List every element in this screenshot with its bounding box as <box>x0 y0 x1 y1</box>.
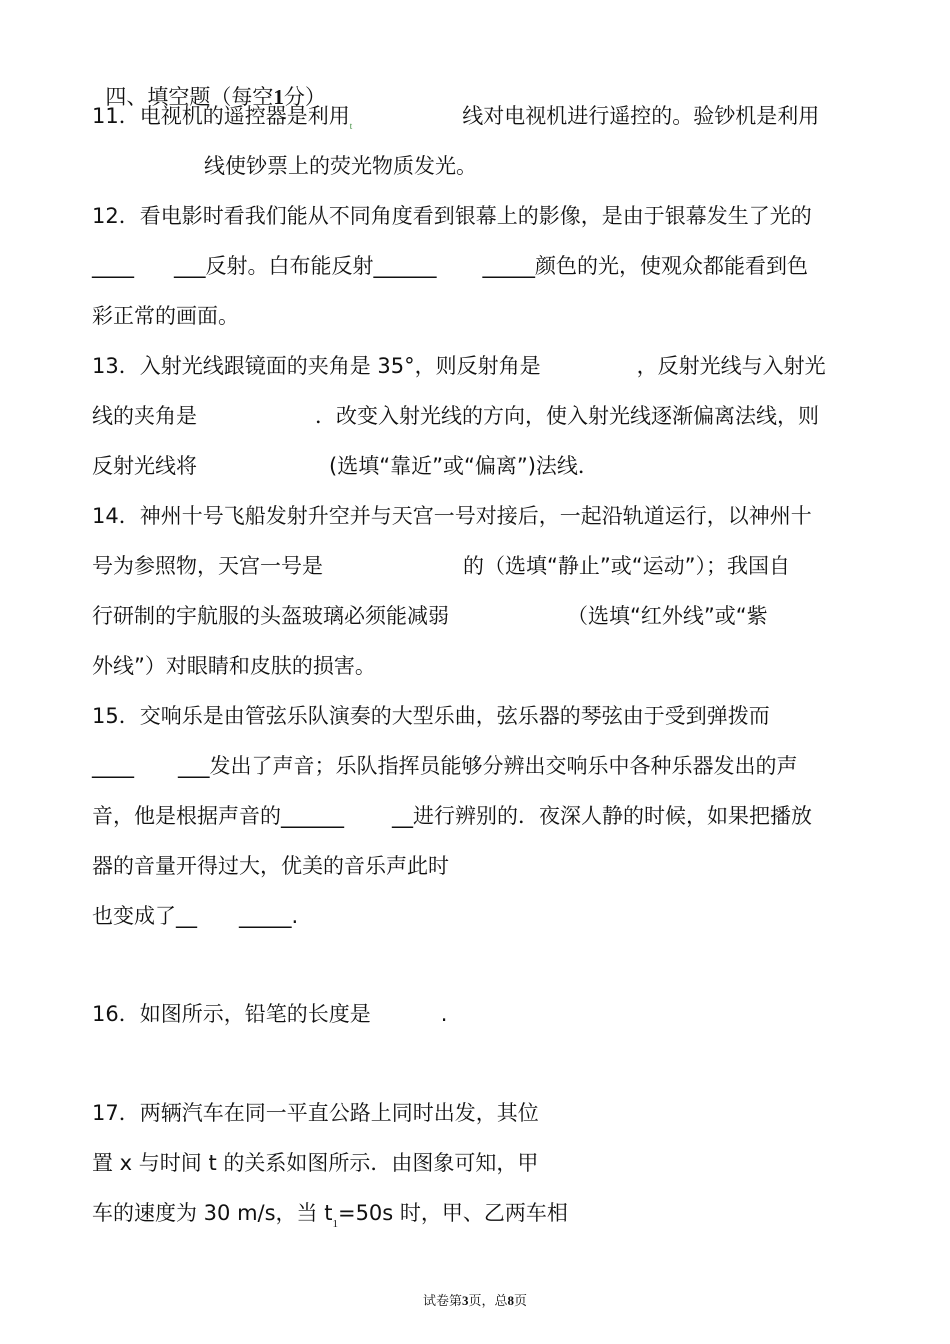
q14-line3 <box>92 601 768 631</box>
q17-text-a: 车的速度为 30 m/s，当 t <box>92 1201 333 1225</box>
q11-text-a: 11．电视机的遥控器是利用 <box>92 104 350 128</box>
q13-text-c: 线的夹角是 <box>92 404 197 428</box>
q17-line2: 置 x 与时间 t 的关系如图所示．由图象可知，甲 <box>92 1151 539 1175</box>
footer-b: 页，总 <box>468 1293 508 1308</box>
q12-line3: 彩正常的画面。 <box>92 304 239 328</box>
q14-text-d: （选填“红外线”或“紫 <box>567 604 768 628</box>
q11-line2: 线使钞票上的荧光物质发光。 <box>204 154 477 178</box>
q13-text-a: 13．入射光线跟镜面的夹角是 35°，则反射角是 <box>92 354 541 378</box>
footer-c: 页 <box>514 1293 528 1308</box>
q15-line5 <box>92 901 298 931</box>
q13-line2 <box>92 401 819 431</box>
q15-text-c: 音，他是根据声音的______ <box>92 804 344 828</box>
q16-line1 <box>92 999 447 1029</box>
q13-text-d: ．改变入射光线的方向，使入射光线逐渐偏离法线，则 <box>315 404 819 428</box>
q12-line2 <box>92 251 808 281</box>
footer-page: 3 <box>461 1293 469 1308</box>
q14-text-c: 行研制的宇航服的头盔玻璃必须能减弱 <box>92 604 449 628</box>
q13-text-e: 反射光线将 <box>92 454 197 478</box>
q15-line2 <box>92 751 798 781</box>
q12-text-c: _____颜色的光，使观众都能看到色 <box>482 254 808 278</box>
q14-line1: 14．神州十号飞船发射升空并与天宫一号对接后，一起沿轨道运行，以神州十 <box>92 504 812 528</box>
section-title-prefix: 四、填空题（每空 <box>105 85 274 109</box>
q15-text-d: __进行辨别的．夜深人静的时候，如果把播放 <box>392 804 812 828</box>
q15-line1: 15．交响乐是由管弦乐队演奏的大型乐曲，弦乐器的琴弦由于受到弹拨而 <box>92 704 770 728</box>
q17-subscript: 1 <box>332 1218 338 1230</box>
q17-text-b: =50s 时，甲、乙两车相 <box>337 1201 568 1225</box>
q17-line3 <box>92 1198 568 1239</box>
q13-line3 <box>92 451 599 481</box>
q14-text-b: 的（选填“静止”或“运动”）；我国自 <box>463 554 791 578</box>
q15-line3 <box>92 801 812 831</box>
q14-text-a: 号为参照物，天宫一号是 <box>92 554 323 578</box>
q14-line4: 外线”）对眼睛和皮肤的损害。 <box>92 654 376 678</box>
page-footer <box>0 1290 950 1309</box>
q12-blank-a: ____ <box>92 254 134 278</box>
q11-mark: t <box>349 121 353 131</box>
q15-text-f: _____. <box>239 904 299 928</box>
footer-total: 8 <box>507 1293 514 1308</box>
q16-text-a: 16．如图所示，铅笔的长度是 <box>92 1002 371 1026</box>
q13-line1 <box>92 351 826 381</box>
q11-line1 <box>92 101 819 141</box>
section-title-suffix: 分） <box>283 85 326 109</box>
q15-blank-a: ____ <box>92 754 134 778</box>
q15-line4: 器的音量开得过大，优美的音乐声此时 <box>92 854 449 878</box>
q13-text-b: ，反射光线与入射光 <box>636 354 826 378</box>
q15-text-e: 也变成了__ <box>92 904 197 928</box>
q11-text-b: 线对电视机进行遥控的。验钞机是利用 <box>462 104 820 128</box>
q15-text-b: ___发出了声音；乐队指挥员能够分辨出交响乐中各种乐器发出的声 <box>178 754 798 778</box>
q14-line2 <box>92 551 790 581</box>
q12-line1: 12．看电影时看我们能从不同角度看到银幕上的影像，是由于银幕发生了光的 <box>92 204 812 228</box>
footer-a: 试卷第 <box>422 1293 462 1308</box>
q12-text-b: ___反射。白布能反射______ <box>174 254 437 278</box>
q16-text-b: . <box>440 1002 448 1026</box>
section-score: 1 <box>273 85 284 109</box>
q17-line1: 17．两辆汽车在同一平直公路上同时出发，其位 <box>92 1101 539 1125</box>
q13-text-f: (选填“靠近”或“偏离”)法线． <box>329 454 599 478</box>
